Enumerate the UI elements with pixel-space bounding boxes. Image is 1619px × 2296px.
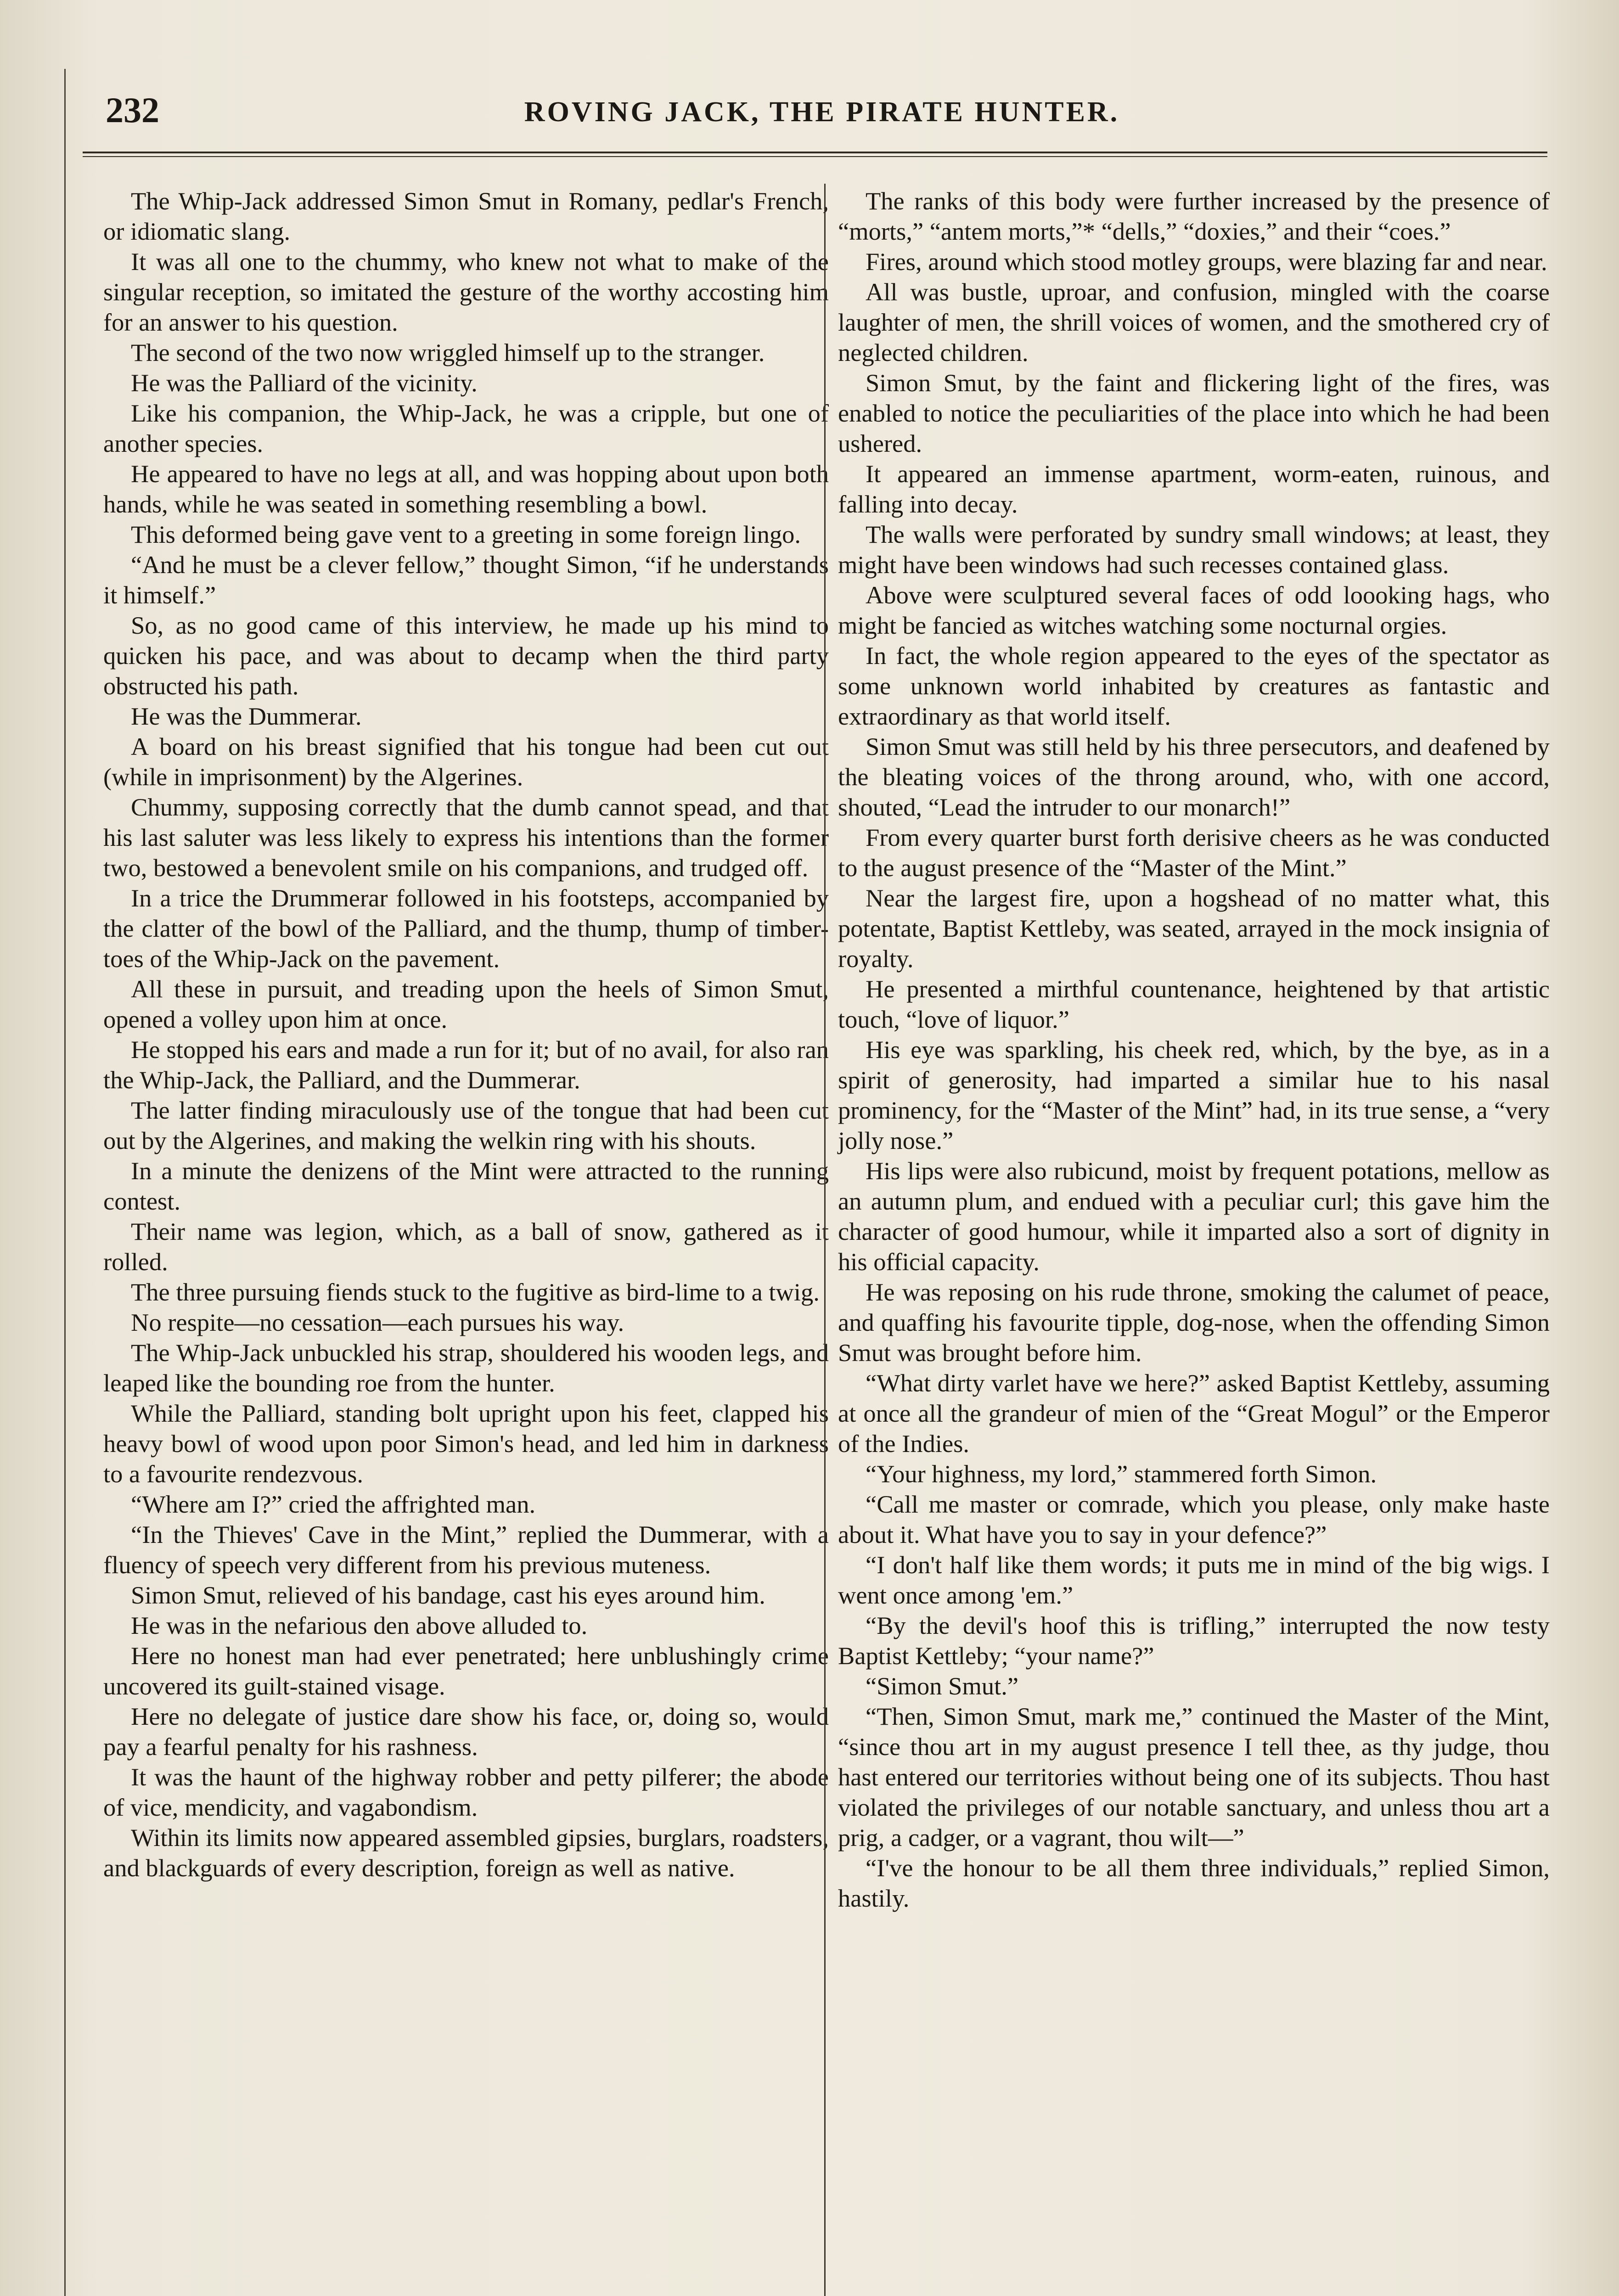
paragraph: “Where am I?” cried the affrighted man. (131, 1490, 536, 1518)
paragraph: His eye was sparkling, his cheek red, which, by the bye, as in a spirit of generosity, had imparted a similar hue to his nasal prominency, for the “Master of the Mint” had, in its true sense, a “very jolly nose.” (838, 1035, 1550, 1154)
paragraph: Simon Smut was still held by his three persecutors, and deafened by the bleating voices of the throng around, who, with one accord, shouted, “Lead the intruder to our monarch!” (838, 732, 1550, 821)
paragraph: Here no honest man had ever penetrated; here unblushingly crime uncovered its guilt-stained visage. (103, 1642, 829, 1700)
paragraph: It was the haunt of the highway robber and petty pilferer; the abode of vice, mendicity, and vagabondism. (103, 1763, 829, 1821)
paragraph: He was reposing on his rude throne, smoking the calumet of peace, and quaffing his favourite tipple, dog-nose, when the offending Simon Smut was brought before him. (838, 1278, 1550, 1367)
paragraph: “I don't half like them words; it puts me in mind of the big wigs. I went once among 'em.” (838, 1551, 1550, 1609)
paragraph: No respite—no cessation—each pursues his way. (131, 1308, 624, 1336)
paragraph: He presented a mirthful countenance, heightened by that artistic touch, “love of liquor.” (838, 975, 1550, 1033)
paragraph: Above were sculptured several faces of odd loooking hags, who might be fancied as witches watching some nocturnal orgies. (838, 581, 1550, 639)
paragraph: He was the Dummerar. (131, 702, 362, 730)
paragraph: “Then, Simon Smut, mark me,” continued the Master of the Mint, “since thou art in my august presence I tell thee, as thy judge, thou hast entered our territories without being one of its subjects. Thou hast violated the privileges of our notable sanctuary, and unless thou art a prig, a cadger, or a vagrant, thou wilt—” (838, 1702, 1550, 1851)
right-text-column (838, 186, 1550, 1913)
paragraph: It was all one to the chummy, who knew not what to make of the singular reception, so imitated the gesture of the worthy accosting him for an answer to his question. (103, 248, 829, 336)
paragraph: He stopped his ears and made a run for it; but of no avail, for also ran the Whip-Jack, the Palliard, and the Dummerar. (103, 1035, 829, 1094)
paragraph: The second of the two now wriggled himself up to the stranger. (131, 338, 765, 366)
paragraph: “By the devil's hoof this is trifling,” interrupted the now testy Baptist Kettleby; “your name?” (838, 1611, 1550, 1670)
paragraph: “Your highness, my lord,” stammered forth Simon. (866, 1460, 1377, 1488)
page-header (83, 90, 1561, 149)
paragraph: Simon Smut, relieved of his bandage, cast his eyes around him. (131, 1581, 765, 1609)
paragraph: Within its limits now appeared assembled gipsies, burglars, roadsters, and blackguards of every description, foreign as well as native. (103, 1823, 829, 1882)
paragraph: Like his companion, the Whip-Jack, he was a cripple, but one of another species. (103, 399, 829, 457)
paragraph: The Whip-Jack unbuckled his strap, shouldered his wooden legs, and leaped like the bounding roe from the hunter. (103, 1339, 829, 1397)
header-rule (83, 152, 1547, 157)
left-text-column (103, 186, 829, 1883)
paragraph: He appeared to have no legs at all, and was hopping about upon both hands, while he was seated in something resembling a bowl. (103, 460, 829, 518)
paragraph: The latter finding miraculously use of the tongue that had been cut out by the Algerines, and making the welkin ring with his shouts. (103, 1096, 829, 1154)
paragraph: A board on his breast signified that his tongue had been cut out (while in imprisonment) by the Algerines. (103, 732, 829, 791)
paragraph: The Whip-Jack addressed Simon Smut in Romany, pedlar's French, or idiomatic slang. (103, 187, 829, 245)
paragraph: It appeared an immense apartment, worm-eaten, ruinous, and falling into decay. (838, 460, 1550, 518)
paragraph: “In the Thieves' Cave in the Mint,” replied the Dummerar, with a fluency of speech very different from his previous muteness. (103, 1520, 829, 1579)
page-number: 232 (106, 90, 159, 130)
paragraph: While the Palliard, standing bolt upright upon his feet, clapped his heavy bowl of wood upon poor Simon's head, and led him in darkness to a favourite rendezvous. (103, 1399, 829, 1488)
paragraph: Chummy, supposing correctly that the dumb cannot spead, and that his last saluter was less likely to express his intentions than the former two, bestowed a benevolent smile on his companions, and trudged off. (103, 793, 829, 882)
paragraph: He was in the nefarious den above alluded to. (131, 1611, 588, 1639)
paragraph: The three pursuing fiends stuck to the fugitive as bird-lime to a twig. (131, 1278, 820, 1306)
column-divider (824, 184, 826, 2296)
paragraph: Here no delegate of justice dare show his face, or, doing so, would pay a fearful penalty for his rashness. (103, 1702, 829, 1761)
running-head: ROVING JACK, THE PIRATE HUNTER. (524, 96, 1120, 128)
paragraph: In fact, the whole region appeared to the eyes of the spectator as some unknown world inhabited by creatures as fantastic and extraordinary as that world itself. (838, 642, 1550, 730)
paragraph: His lips were also rubicund, moist by frequent potations, mellow as an autumn plum, and endued with a peculiar curl; this gave him the character of good humour, while it imparted also a sort of dignity in his official capacity. (838, 1157, 1550, 1276)
paragraph: From every quarter burst forth derisive cheers as he was conducted to the august presence of the “Master of the Mint.” (838, 823, 1550, 882)
paragraph: “And he must be a clever fellow,” thought Simon, “if he understands it himself.” (103, 551, 829, 609)
paragraph: In a trice the Drummerar followed in his footsteps, accompanied by the clatter of the bowl of the Palliard, and the thump, thump of timber-toes of the Whip-Jack on the pavement. (103, 884, 829, 973)
paragraph: Near the largest fire, upon a hogshead of no matter what, this potentate, Baptist Kettleby, was seated, arrayed in the mock insignia of royalty. (838, 884, 1550, 973)
paragraph: This deformed being gave vent to a greeting in some foreign lingo. (131, 520, 801, 548)
paragraph: “I've the honour to be all them three individuals,” replied Simon, hastily. (838, 1854, 1550, 1912)
paragraph: Fires, around which stood motley groups, were blazing far and near. (866, 248, 1547, 276)
paragraph: The walls were perforated by sundry small windows; at least, they might have been windows had such recesses contained glass. (838, 520, 1550, 579)
paragraph: Their name was legion, which, as a ball of snow, gathered as it rolled. (103, 1217, 829, 1276)
paragraph: “Simon Smut.” (866, 1672, 1019, 1700)
paragraph: “Call me master or comrade, which you please, only make haste about it. What have you to say in your defence?” (838, 1490, 1550, 1548)
paragraph: Simon Smut, by the faint and flickering light of the fires, was enabled to notice the peculiarities of the place into which he had been ushered. (838, 369, 1550, 457)
paragraph: All these in pursuit, and treading upon the heels of Simon Smut, opened a volley upon him at once. (103, 975, 829, 1033)
paragraph: So, as no good came of this interview, he made up his mind to quicken his pace, and was about to decamp when the third party obstructed his path. (103, 611, 829, 700)
paragraph: “What dirty varlet have we here?” asked Baptist Kettleby, assuming at once all the grandeur of mien of the “Great Mogul” or the Emperor of the Indies. (838, 1369, 1550, 1458)
paragraph: All was bustle, uproar, and confusion, mingled with the coarse laughter of men, the shrill voices of women, and the smothered cry of neglected children. (838, 278, 1550, 366)
paragraph: The ranks of this body were further increased by the presence of “morts,” “antem morts,”* “dells,” “doxies,” and their “coes.” (838, 187, 1550, 245)
paragraph: In a minute the denizens of the Mint were attracted to the running contest. (103, 1157, 829, 1215)
paragraph: He was the Palliard of the vicinity. (131, 369, 478, 397)
